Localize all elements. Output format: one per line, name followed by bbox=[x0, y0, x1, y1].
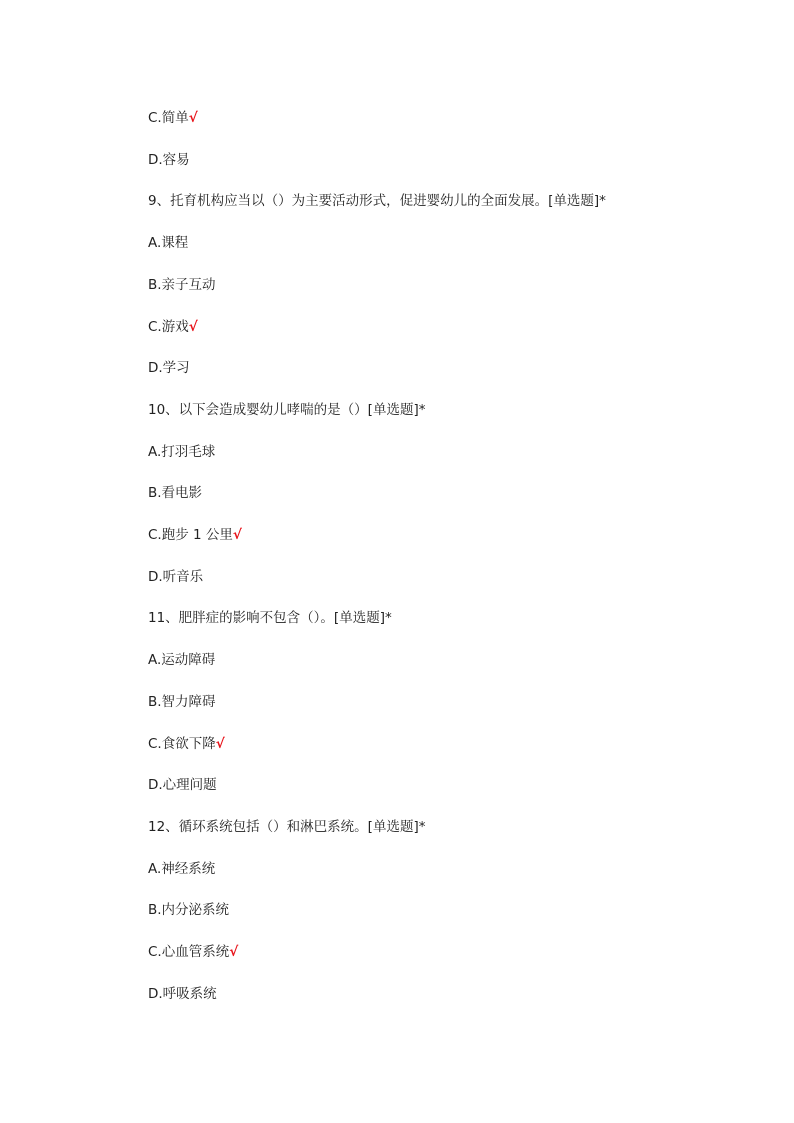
answer-option bbox=[148, 692, 216, 712]
answer-option bbox=[148, 275, 216, 295]
correct-check-icon: √ bbox=[215, 735, 225, 752]
question-text bbox=[148, 608, 392, 628]
option-label: D.学习 bbox=[148, 360, 190, 377]
option-label: D.容易 bbox=[148, 151, 190, 168]
option-label: D.呼吸系统 bbox=[148, 985, 217, 1002]
answer-option bbox=[148, 775, 217, 795]
question-label: 10、以下会造成婴幼儿哮喘的是（）[单选题]* bbox=[148, 401, 426, 418]
option-label: D.听音乐 bbox=[148, 568, 204, 585]
question-label: 9、托育机构应当以（）为主要活动形式，促进婴幼儿的全面发展。[单选题]* bbox=[148, 193, 606, 210]
option-label: C.跑步 1 公里 bbox=[148, 527, 233, 543]
answer-option bbox=[148, 483, 202, 503]
option-label: D.心理问题 bbox=[148, 777, 217, 794]
correct-check-icon: √ bbox=[229, 944, 239, 960]
answer-option bbox=[148, 358, 190, 378]
question-text bbox=[148, 191, 606, 211]
answer-option bbox=[148, 942, 238, 962]
correct-check-icon: √ bbox=[232, 527, 242, 543]
answer-option bbox=[148, 317, 198, 337]
question-label: 11、肥胖症的影响不包含（）。[单选题]* bbox=[148, 610, 392, 627]
answer-option bbox=[148, 859, 215, 879]
option-label: C.简单 bbox=[148, 110, 189, 126]
answer-option bbox=[148, 900, 229, 920]
option-label: B.看电影 bbox=[148, 485, 203, 502]
option-label: A.运动障碍 bbox=[148, 652, 216, 669]
answer-option bbox=[148, 734, 225, 754]
answer-option bbox=[148, 108, 198, 128]
answer-option bbox=[148, 442, 215, 462]
option-label: A.神经系统 bbox=[148, 860, 216, 877]
answer-option bbox=[148, 233, 188, 253]
option-label: B.亲子互动 bbox=[148, 276, 216, 293]
option-label: B.内分泌系统 bbox=[148, 902, 230, 919]
answer-option bbox=[148, 525, 242, 545]
correct-check-icon: √ bbox=[188, 110, 198, 126]
question-text bbox=[148, 817, 425, 837]
option-label: C.心血管系统 bbox=[148, 944, 230, 960]
option-label: B.智力障碍 bbox=[148, 693, 216, 710]
option-label: C.食欲下降 bbox=[148, 735, 216, 752]
question-label: 12、循环系统包括（）和淋巴系统。[单选题]* bbox=[148, 818, 426, 835]
option-label: C.游戏 bbox=[148, 318, 189, 335]
answer-option bbox=[148, 150, 190, 170]
correct-check-icon: √ bbox=[188, 318, 198, 335]
answer-option bbox=[148, 650, 215, 670]
option-label: A.课程 bbox=[148, 235, 189, 252]
option-label: A.打羽毛球 bbox=[148, 443, 216, 460]
answer-option bbox=[148, 984, 217, 1004]
answer-option bbox=[148, 567, 203, 587]
question-text bbox=[148, 400, 425, 420]
